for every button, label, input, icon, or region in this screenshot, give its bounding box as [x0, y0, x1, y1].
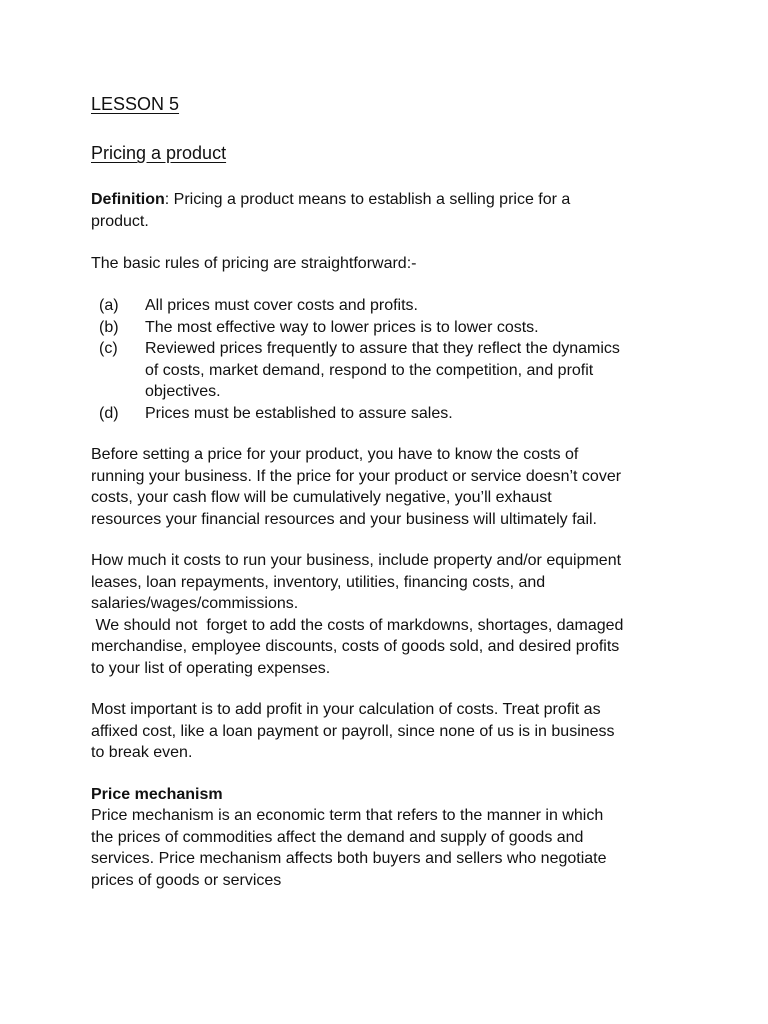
rules-intro: The basic rules of pricing are straightforward:- — [91, 255, 417, 272]
paragraph-line: How much it costs to run your business, include property and/or equipment — [91, 552, 622, 569]
list-marker: (b) — [99, 318, 119, 336]
list-item-line: The most effective way to lower prices is to lower costs. — [145, 318, 539, 336]
paragraph-line: Before setting a price for your product, you have to know the costs of — [91, 446, 579, 463]
lesson-title: LESSON 5 — [91, 94, 180, 114]
list-item — [91, 338, 691, 403]
list-marker: (d) — [99, 404, 119, 422]
paragraph-line: services. Price mechanism affects both buyers and sellers who negotiate — [91, 850, 607, 867]
price-mechanism-paragraph — [91, 805, 691, 891]
costs-paragraph — [91, 444, 691, 530]
paragraph-line: merchandise, employee discounts, costs of goods sold, and desired profits — [91, 638, 620, 655]
paragraph-line: to your list of operating expenses. — [91, 659, 331, 677]
list-item-line: All prices must cover costs and profits. — [145, 297, 418, 314]
pricing-rules-list — [91, 295, 691, 424]
operating-expenses-paragraph — [91, 550, 691, 679]
paragraph-line: costs, your cash flow will be cumulatively negative, you’ll exhaust — [91, 489, 552, 506]
paragraph-line: the prices of commodities affect the demand and supply of goods and — [91, 828, 584, 846]
paragraph-line: salaries/wages/commissions. — [91, 595, 299, 612]
paragraph-line: to break even. — [91, 744, 193, 761]
paragraph-line: Most important is to add profit in your calculation of costs. Treat profit as — [91, 701, 601, 718]
list-item — [91, 403, 691, 425]
list-item — [91, 317, 691, 339]
list-item-line: Prices must be established to assure sales. — [145, 404, 453, 422]
list-item — [91, 295, 691, 317]
paragraph-line: affixed cost, like a loan payment or payroll, since none of us is in business — [91, 722, 615, 740]
definition-line-1 — [91, 189, 691, 211]
price-mechanism-heading-text: Price mechanism — [91, 786, 223, 803]
definition-line-2: product. — [91, 212, 149, 230]
paragraph-line: running your business. If the price for your product or service doesn’t cover — [91, 467, 622, 485]
paragraph-line: leases, loan repayments, inventory, utilities, financing costs, and — [91, 573, 546, 591]
price-mechanism-heading — [91, 784, 691, 806]
paragraph-line: We should not forget to add the costs of markdowns, shortages, damaged — [91, 616, 624, 634]
definition-term: Definition — [91, 191, 165, 208]
paragraph-line: prices of goods or services — [91, 871, 282, 889]
definition-text: : Pricing a product means to establish a selling price for a — [164, 191, 571, 208]
profit-paragraph — [91, 699, 691, 764]
list-item-line: Reviewed prices frequently to assure that they reflect the dynamics — [145, 340, 620, 357]
topic-title: Pricing a product — [91, 143, 227, 163]
paragraph-line: Price mechanism is an economic term that refers to the manner in which — [91, 807, 604, 824]
paragraph-line: resources your financial resources and your business will ultimately fail. — [91, 510, 597, 528]
definition-paragraph — [91, 189, 691, 232]
list-item-line: objectives. — [145, 383, 221, 400]
list-marker: (a) — [99, 297, 119, 314]
list-marker: (c) — [99, 340, 118, 357]
list-item-line: of costs, market demand, respond to the competition, and profit — [145, 361, 594, 379]
